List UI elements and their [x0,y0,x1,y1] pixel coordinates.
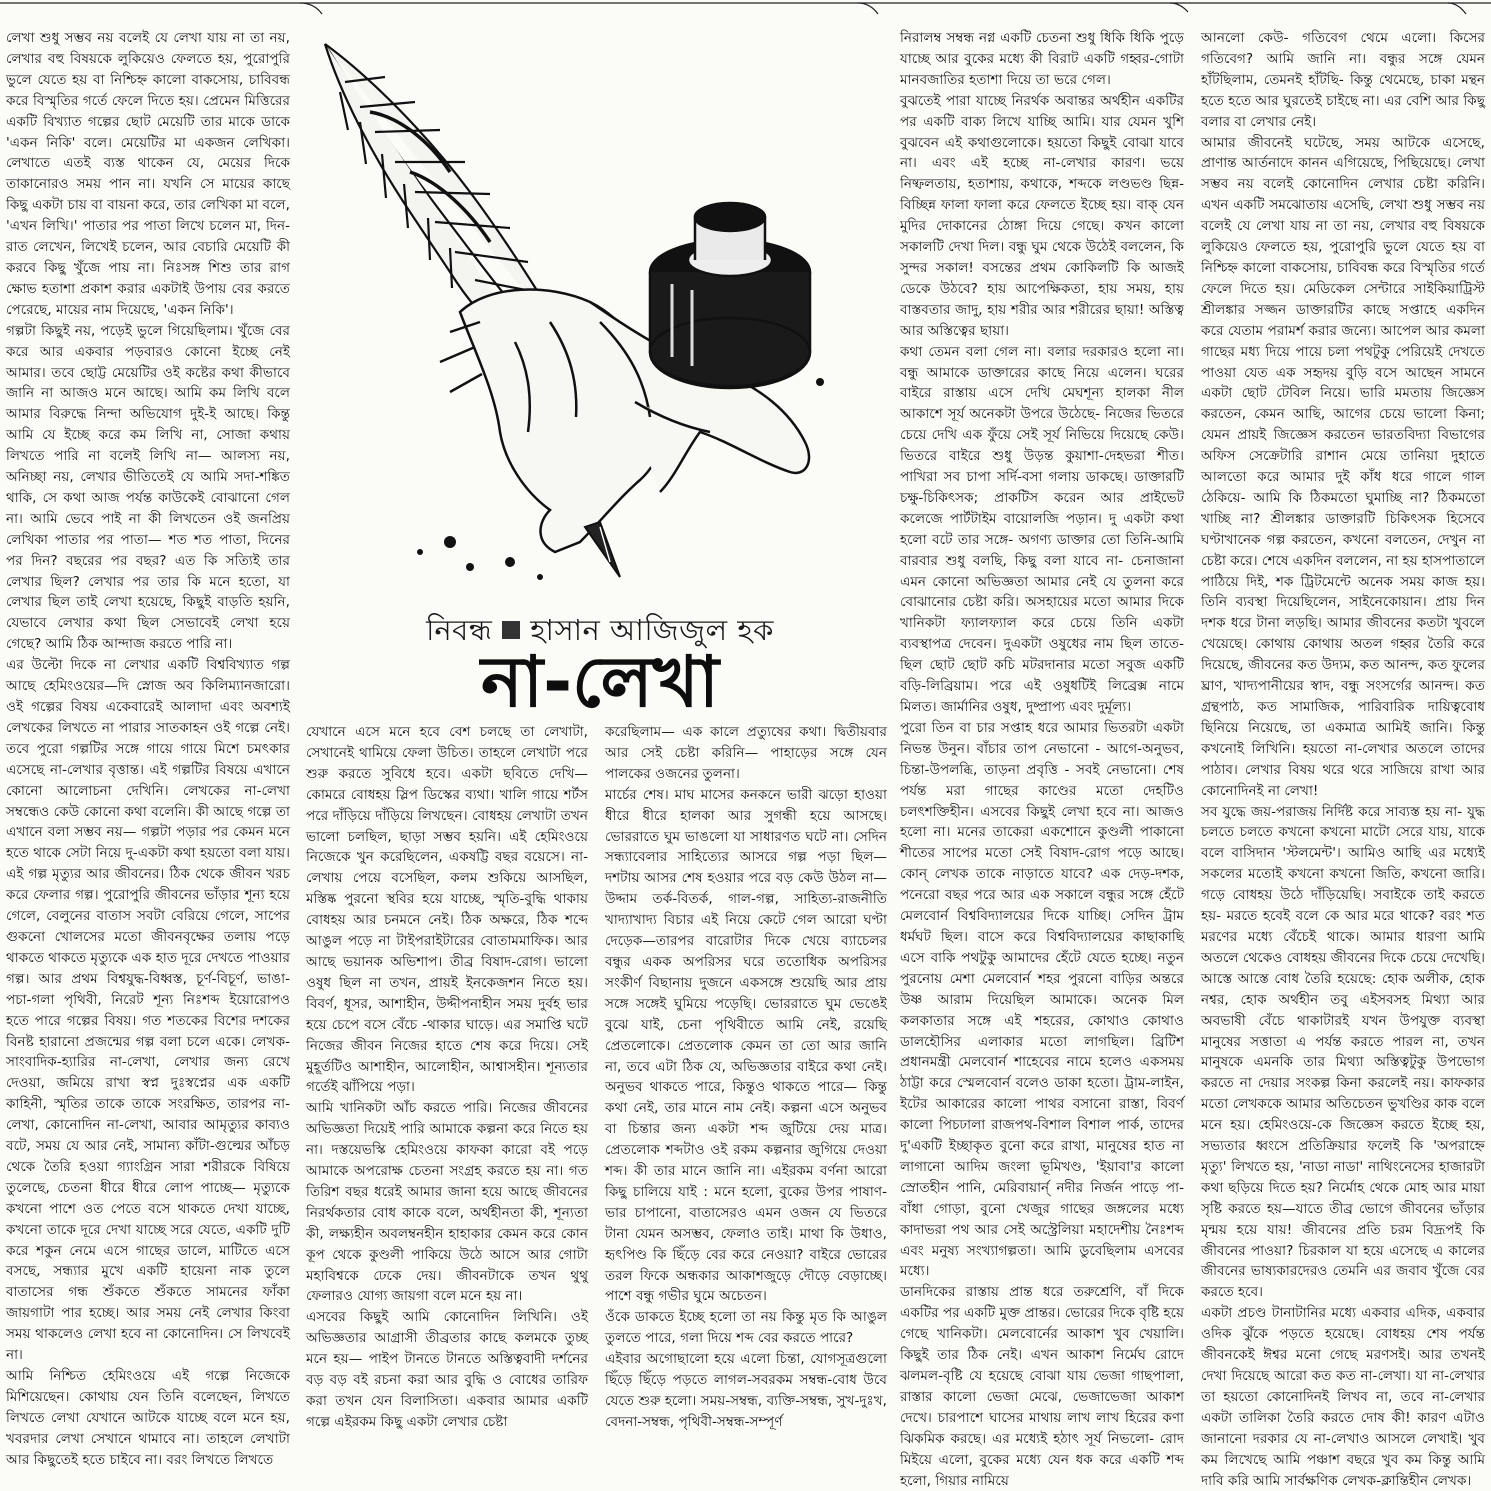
square-bullet-icon [502,621,520,639]
paragraph: সব যুদ্ধে জয়-পরাজয় নির্দিষ্ট করে সাব্যস্ত হয় না- যুদ্ধ চলতে চলতে কখনো কখনো মাটো সেরে যায়, যাকে বলে বাসিদান 'স্টলমেন্ট'। আমিও আছি এর মধ্যেই সকলের মতোই কখনো কখনো জিতি, কখনো জারি। গড়ে বোধহয় উঠে দাঁড়িয়েছি। সবাইকে তাই করতে হয়- মরতে হবেই বলে কে আর মরে থাকে? বরং শত মরণের মধ্যে বেঁচেই থাকে। আমার ধারণা আমি অতলে থেকেও বোধহয় জীবনের দিকে চেয়ে দেখেছি। আস্তে আস্তে বোধ তৈরি হয়েছে: হোক অলীক, হোক নশ্বর, হোক অর্থহীন তবু এইসবসহ মিথ্যা আর অবভাষী বেঁচে থাকাটারই যখন উপযুক্ত ব্যবস্থা মানুষের সত্তাতা এ পর্যন্ত করতে পারল না, তখন মানুষকে এমনকি তার মিথ্যা অস্তিত্বটুকু উপভোগ করতে না দেয়ার সংকল্প কিনা করলেই নয়। কাফকার মতো লেখককে আমার অতিচেতন ভুখণ্ডির কাক বলে মনে হয়। হেমিংওয়ে-কে জিজ্ঞেস করতে ইচ্ছে হয়, সভ্যতার ধ্বংসে প্রতিক্রিয়ার ফলেই কি 'অপরাহ্নে মৃত্যু' লিখতে হয়, 'নাডা নাডা' নাথিংনেসের হাজারটা কথা ছড়িয়ে দিতে হয়? নির্মোহ থেকে মোহ আর মায়া সৃষ্টি করতে হয়—যাতে তীব্র ভোগে জীবনের ভাঁড়ার মৃন্ময় হয়ে যায়! জীবনের প্রতি চরম বিদ্রূপই কি জীবনের পাওয়া? চিরকাল যা হয়ে এসেছে এ কালের জীবনের ভাষ্যকারদেরও তেমনি এর জবাব খুঁজে বের করতে হবে। [1201,803,1485,1301]
pen-nib-icon [585,522,620,577]
text-column-1 [6,28,290,1468]
paragraph: আমি খানিকটা আঁচ করতে পারি। নিজের জীবনের অভিজ্ঞতা দিয়েই পারি আমাকে কল্পনা করে নিতে হয় না। দস্তয়েভস্কি হেমিংওয়ে কাফকা কারো বই পড়ে আমাকে অপরোক্ষ চেতনা সংগ্রহ করতে হয় না। গত তিরিশ বছর ধরেই আমার জানা হয়ে আছে জীবনের নিরর্থকতার বোধ কাকে বলে, অর্থহীনতা কী, শূন্যতা কী, লক্ষ্যহীন অবলম্বনহীন হাহাকার কেমন করে কোন কূপ থেকে কুণ্ডলী পাকিয়ে উঠে আসে আর গোটা মহাবিশ্বকে ঢেকে দেয়। জীবনটাকে তখন থুথু ফেলারও যোগ্য জায়গা বলে মনে হয় না। [306,1100,588,1305]
paragraph: আমি নিশ্চিত হেমিংওয়ে এই গল্পে নিজেকে মিশিয়েছেন। কোথায় যেন তিনি বলেছেন, লিখতে লিখতে লেখা যেখানে আটকে যাচ্ছে বলে মনে হয়, খবরদার লেখা সেখানে থামাবে না। তাহলে লেখাটা আর কিছুতেই হতে চাইবে না। বরং লিখতে লিখতে [6,1368,290,1468]
text-column-4 [900,28,1184,1489]
paragraph: কথা তেমন বলা গেল না। বলার দরকারও হলো না। বন্ধু আমাকে ডাক্তারের কাছে নিয়ে এলেন। ঘরের বাইরে রাস্তায় এসে দেখি মেঘশূন্য হালকা নীল আকাশে সূর্য অনেকটা উপরে উঠেছে- নিজের ভিতরে চেয়ে দেখি এক ফুঁয়ে সেই সূর্য নিভিয়ে দিয়েছে কেউ। ভিতরে বাইরে শুধু উড়ন্ত কুয়াশা-দেহভরা শীত। পাখিরা সব চাপা সর্দি-বসা গলায় ডাকছে। ডাক্তারটি চক্ষু-চিকিৎসক; প্রাকটিস করেন আর প্রাইভেট কলেজে পার্টটাইম বায়োলজি পড়ান। দু একটা কথা হলো বটে তার সঙ্গে- অগণ্য ডাক্তার তো তিনি-আমি বারবার শুধু বলছি, কিছু বলা যাবে না- চেনাজানা এমন কোনো অভিজ্ঞতা আমার নেই যে তুলনা করে বোঝানোর চেষ্টা করি। অসহায়ের মতো আমার দিকে খানিকটা ফ্যালফ্যাল করে চেয়ে তিনি একটা ব্যবস্থাপত্র দেবেন। দুএকটা ওষুধের নাম ছিল তাতে- ছিল ছোট ছোট কচি মটরদানার মতো সবুজ একটি বড়ি-লিব্রিয়াম। পরে এই ওষুধটিই লিব্রেক্স নামে মিলত। জার্মানির ওষুধ, দুষ্প্রাপ্য এবং দুর্মূল্য। [900,343,1184,715]
paragraph: এর উল্টো দিকে না লেখার একটি বিশ্ববিখ্যাত গল্প আছে হেমিংওয়ের—দি স্নোজ অব কিলিম্যানজারো। ওই গল্পের বিষয় একেবারেই আলাদা এবং অবশ্যই লেখকের লিখতে না পারার সাতকাহন ওই গল্পে নেই। তবে পুরো গল্পটির সঙ্গে গায়ে গায়ে মিশে চমৎকার এসেছে না-লেখার বৃত্তান্ত। এই গল্পটির বিষয়ে এখানে কোনো আলোচনা দেখিনি। লেখকের না-লেখা সম্বন্ধেও কেউ কোনো কথা বলেনি। কী আছে গল্পে তা এখানে বলা সম্ভব নয়— গল্পটা পড়ার পর কেমন মনে হতে থাকে সেটা নিয়ে দু-একটা কথা হয়তো বলা যায়। এই গল্প মৃত্যুর আর জীবনের। ঠিক থেকে জীবন খরচ করে ফেলার গল্প। পুরোপুরি জীবনের ভাঁড়ার শূন্য হয়ে গেলে, বেলুনের বাতাস সবটা বেরিয়ে গেলে, সাপের গুকনো খোলসের মতো জীবনবৃক্ষের তলায় পড়ে থাকতে থাকতে মৃত্যুকে এক হাত দূরে দেখতে পাওয়ার গল্প। আর প্রথম বিশ্বযুদ্ধ-বিধ্বস্ত, চূর্ণ-বিচূর্ণ, ভাঙা-পচা-গলা পৃথিবী, নিরেট শূন্য নিঃশব্দ ইয়োরোপও হতে পারে গল্পের বিষয়। গত শতকের বিশের দশকের বিনষ্ট হারানো প্রজন্মের গল্প বলা চলে একে। লেখক-সাংবাদিক-হ্যারির না-লেখা, লেখার জন্য রেখে দেওয়া, জমিয়ে রাখা স্বপ্ন দুঃস্বপ্নের এক একটি কাহিনী, স্মৃতির তাকে তাকে সংরক্ষিত, তারপর না-লেখা, কোনোদিন না-লেখা, আবার আমৃত্যুর কাব্যও বটে, সময় যে আর নেই, সামান্য কাঁটা-গুল্মের আঁচড় থেকে তৈরি হওয়া গ্যাংগ্রিন সারা শরীরকে বিষিয়ে তুলেছে, চেতনা ধীরে ধীরে লোপ পাচ্ছে— মৃত্যুকে কখনো পাশে ওত পেতে বসে থাকতে দেখা যাচ্ছে, কখনো তাকে দূরে দেখা যাচ্ছে সরে যেতে, একটি দুটি করে শকুন নেমে এসে গাছের ডালে, মাটিতে এসে বসছে, সন্ধ্যার মুখে একটি হায়েনা নাক তুলে বাতাসের গন্ধ শুঁকতে শুঁকতে সামনের ফাঁকা জায়গাটা পার হচ্ছে। আর সময় নেই লেখার কিংবা সময় থাকলেও লেখা হবে না কোনোদিন। সে লিখবেই না। [6,657,290,1364]
article-title: না-লেখা [481,641,719,723]
text-column-2 [306,722,588,1430]
paragraph: গল্পটা কিছুই নয়, পড়েই ভুলে গিয়েছিলাম। খুঁজে বের করে আর একবার পড়বারও কোনো ইচ্ছে নেই আমার। তবে ছোট্ট মেয়েটির ওই কষ্টের কথা কীভাবে জানি না আজও মনে আছে। আমি কম লিখি বলে আমার বিরুদ্ধে নিন্দা অভিযোগ দুই-ই আছে। কিন্তু আমি যে ইচ্ছে করে কম লিখি না, সোজা কথায় লিখতে পারি না বলেই লিখি না— আলস্য নয়, অনিচ্ছা নয়, লেখার ভীতিতেই যে আমি সদা-শঙ্কিত থাকি, সে কথা আজ পর্যন্ত কাউকেই বোঝানো গেল না। আমি ভেবে পাই না কী লিখতেন ওই জনপ্রিয় লেখিকা পাতার পর পাতা— শত শত পাতা, দিনের পর দিন? বছরের পর বছর? এত কি সত্যিই তার লেখার ছিল? লেখার পর তার কি মনে হতো, যা লেখার ছিল তাই লেখা হয়েছে, কিছুই বাড়তি হয়নি, যেভাবে লেখার কথা ছিল সেভাবেই লেখা হয়ে গেছে? আমি ঠিক আন্দাজ করতে পারি না। [6,322,290,653]
paragraph: যেখানে এসে মনে হবে বেশ চলছে তা লেখাটা, সেখানেই থামিয়ে ফেলা উচিত। তাহলে লেখাটা পরে শুরু করতে সুবিধে হবে। একটা ছবিতে দেখি—কোমরে বোধহয় স্লিপ ডিস্কের ব্যথা। খালি গায়ে শর্টস পরে দাঁড়িয়ে দাঁড়িয়ে লিখছেন। বোধহয় লেখাটা তখন ভালো চলছিল, ছাড়া সম্ভব হয়নি। এই হেমিংওয়ে নিজেকে খুন করেছিলেন, একষট্টি বছর বয়েসে। না-লেখায় পেয়ে বসেছিল, কলম শুকিয়ে আসছিল, মস্তিষ্ক পুরনো স্থবির হয়ে যাচ্ছে, স্মৃতি-বুদ্ধি থাকায় বোধহয় আর চনমনে নেই। ঠিক অক্ষরে, ঠিক শব্দে আঙুল পড়ে না টাইপরাইটারের বোতামমাফিক। আর আছে ভয়ানক অভিশাপ। তীব্র বিষাদ-রোগ। ভালো ওষুধ ছিল না তখন, প্রায়ই ইনকেজশন নিতে হয়। বিবর্ণ, ধূসর, আশাহীন, উদ্দীপনাহীন সময় দুর্বহ ভার হয়ে চেপে বসে বেঁচে -থাকার ঘাড়ে। এর সমাপ্তি ঘটে নিজের জীবন নিজের হাতে শেষ করে দিয়ে। সেই মুহূর্তটিও আশাহীন, আলোহীন, আশ্বাসহীন। শূন্যতার গর্তেই ঝাঁপিয়ে পড়া। [306,724,588,1096]
paragraph: নিরালম্ব সম্বন্ধ নগ্ন একটি চেতনা শুধু ধিকি ধিকি পুড়ে যাচ্ছে আর বুকের মধ্যে কী বিরাট একটি গহ্বর-গোটা মানবজাতির হতাশা দিয়ে তা ভরে গেল। [900,30,1184,88]
paragraph: একটা প্রচণ্ড টানাটানির মধ্যে একবার এদিক, একবার ওদিক ঝুঁকে পড়তে হয়েছে। বোধহয় শেষ পর্যন্ত জীবনকেই ঈশ্বর মনো গেছে মরণসই। আর তখনই দেখা দিয়েছে আরো কত কত না-লেখা। যা না-লেখার তা হয়তো কোনোদিনই লিখব না, তবে না-লেখার একটা তালিকা তৈরি করতে দোষ কী! কারণ এটাও জানানো দরকার যে না-লেখাও আসলে লেখাই। খুব কম লিখেছে আমি পঞ্চাশ বছরে খুব কম কিন্তু আমি দাবি করি আমি সার্বক্ষণিক লেখক-ক্লান্তিহীন লেখক। [1201,1305,1485,1489]
paragraph: লেখা শুধু সম্ভব নয় বলেই যে লেখা যায় না তা নয়, লেখার বহু বিষয়কে লুকিয়েও ফেলতে হয়, পুরোপুরি ভুলে যেতে হয় বা নিশ্চিহ্ন কালো বাকসোয়, চাবিবন্ধ করে বিস্মৃতির গর্তে ফেলে দিতে হয়। প্রেমেন মিত্তিরের একটি বিখ্যাত গল্পের ছোট মেয়েটি তার মাকে ডাকে 'একন নিকি' বলে। মেয়েটির মা একজন লেখিকা। লেখাতে এতই ব্যস্ত থাকেন যে, মেয়ের দিকে তাকানোরও সময় পান না। যখনি সে মায়ের কাছে কিছু একটা চায় বা বায়না করে, তার লেখিকা মা বলে, 'এখন লিখি।' পাতার পর পাতা লিখে চলেন মা, দিন-রাত লেখেন, লিখেই চলেন, আর বেচারি মেয়েটি কী করবে কিছু খুঁজে পায় না। নিঃসঙ্গ শিশু তার রাগ ক্ষোভ হতাশা প্রকাশ করার একটাই উপায় বের করতে পেরেছে, মায়ের নাম দিয়েছে, 'একন নিকি'। [6,30,290,318]
paragraph: ডানদিকের রাস্তায় প্রান্ত ধরে তরুশ্রেণি, বাঁ দিকে একটির পর একটি মুক্ত প্রান্তর। ভোরের দিকে বৃষ্টি হয়ে গেছে খানিকটা। মেলবোর্নের আকাশ খুব খেয়ালি। কিছুই তার ঠিক নেই। এখন আকাশ নির্মেঘ রোদে ঝলমল-বৃষ্টি যে হয়েছে বোঝা যায় ভেজা গাছপালা, রাস্তার কালো ভেজা মেঝে, ভেজাভেজা আকাশ দেখে। চারপাশে ঘাসের মাথায় লাখ লাখ হিরের কণা ঝিকমিক করছে। এর মধ্যেই হঠাৎ সূর্য নিভলো- রোদ মিইয়ে এলো, বুকের মধ্যে যেন ধক করে একটি শব্দ হলো, গিয়ার নামিয়ে [900,1284,1184,1489]
text-column-3 [605,722,887,1430]
top-border-rule [0,0,1491,22]
author-name: হাসান আজিজুল হক [530,613,774,647]
inkwell-icon [650,203,810,388]
paragraph: মার্চের শেষ। মাঘ মাসের কনকনে ভারী ঝড়ো হাওয়া ধীরে ধীরে হালকা আর সুগন্ধী হয়ে আসছে। ভোররাতে ঘুম ভাঙলো যা সাধারণত ঘটে না। সেদিন সন্ধ্যাবেলার সাহিত্যের আসরে গল্প পড়া ছিল— দশটায় আসর শেষ হওয়ার পরে বড় কেউ উঠল না— উদ্দাম তর্ক-বিতর্ক, গাল-গল্প, সাহিত্য-রাজনীতি খাদ্যাখাদ্য বিচার এই নিয়ে কেটে গেল আরো ঘণ্টা দেড়েক—তারপর বারোটার দিকে খেয়ে ব্যাচেলর বন্ধুর একক অপরিসর ঘরে ততোধিক অপরিসর সংকীর্ণ বিছানায় দুজনে একসঙ্গে শুয়েছি আর প্রায় সঙ্গে সঙ্গেই ঘুমিয়ে পড়েছি। ভোররাতে ঘুম ভেঙেই বুঝে যাই, চেনা পৃথিবীতে আমি নেই, রয়েছি প্রেতলোকে। প্রেতলোক কেমন তা তো আর জানি না, তবে এটা ঠিক যে, অভিজ্ঞতার বাইরে কথা নেই। অনুভব থাকতে পারে, কিন্তুও থাকতে পারে— কিন্তু কথা নেই, তার মানে নাম নেই। কল্পনা এসে অনুভব বা চিন্তার জন্য একটা শব্দ জুটিয়ে দেয় মাত্র। প্রেতলোক শব্দটাও ওই রকম কল্পনার জুগিয়ে দেওয়া শব্দ। কী তার মানে জানি না। এইরকম বর্ণনা আরো কিছু চালিয়ে যাই : মনে হলো, বুকের উপর পাষাণ-ভার চাপানো, বাতাসেরও এমন ওজন যে ভিতরে টানা যেমন অসম্ভব, ফেলাও তাই। মাথা কি উধাও, হৃৎপিণ্ড কি ছিঁড়ে বের করে নেওয়া? বাইরে ভোরের তরল ফিকে অন্ধকার আকাশজুড়ে দৌড়ে বেড়াচ্ছে। পাশে বন্ধু গভীর ঘুমে অচেতন। [605,786,887,1305]
paragraph: আনলো কেউ- গতিবেগ থেমে এলো। কিসের গতিবেগ? আমি জানি না। বন্ধুর সঙ্গে যেমন হাঁটছিলাম, তেমনই হাঁটছি- কিন্তু থেমেছে, চাকা মন্থন হতে হতে আর ঘুরতেই চাইছে না। এর বেশি আর কিছু বলার বা লেখার নেই। [1201,30,1485,130]
quill-inkwell-illustration [300,22,880,587]
paragraph: ওঁকে ডাকতে ইচ্ছে হলো তা নয় কিন্তু মৃত কি আঙুল তুলতে পারে, গলা দিয়ে শব্দ বের করতে পারে? [605,1309,887,1347]
paragraph: করেছিলাম— এক কালে প্রত্যুষের কথা। দ্বিতীয়বার আর সেই চেষ্টা করিনি— পাহাড়ের সঙ্গে যেন পালকের ওজনের তুলনা। [605,724,887,782]
paragraph: এসবের কিছুই আমি কোনোদিন লিখিনি। ওই অভিজ্ঞতার আগ্রাসী তীব্রতার কাছে কলমকে তুচ্ছ মনে হয়— পাইপ টানতে টানতে অস্তিত্ববাদী দর্শনের বড় বড় বই রচনা করা আর বুদ্ধি ও বোধের তারিফ করা তখন যেন বিলাসিতা। একবার আমার একটি গল্পে এইরকম কিছু একটা লেখার চেষ্টা [306,1309,588,1430]
text-column-5 [1201,28,1485,1489]
paragraph: বুঝতেই পারা যাচ্ছে নিরর্থক অবান্তর অর্থহীন একটির পর একটি বাক্য লিখে যাচ্ছি আমি। যার যেমন খুশি বুঝবেন এই কথাগুলোকে। হয়তো কিছুই বোঝা যাবে না। এবং এই হচ্ছে না-লেখার কারণ। ভয়ে নিষ্ফলতায়, হতাশায়, কথাকে, শব্দকে লণ্ডভণ্ড ছিন্ন-বিচ্ছিন্ন ফালা ফালা করে ফেলতে ইচ্ছে হয়। বাক্ যেন মুদির দোকানের ঠোঙ্গা দিয়ে গেছে। কখন কালো সকালটি দেখা দিল। বন্ধু ঘুম থেকে উঠেই বললেন, কি সুন্দর সকাল! বসন্তের প্রথম কোকিলটি কি আজই ডেকে উঠবে? হায় আপেক্ষিকতা, হায় সময়, হায় বাস্তবতার জাদু, হায় শরীর আর শরীরের ছায়া! অস্তিত্ব আর অস্তিত্বের ছায়া। [900,92,1184,339]
paragraph: পুরো তিন বা চার সপ্তাহ ধরে আমার ভিতরটা একটা নিভন্ত উনুন। বাঁচার তাপ নেভানো - আগে-অনুভব, চিন্তা-উপলব্ধি, তাড়না প্রবৃত্তি - সবই নেভানো। শেষ পর্যন্ত মরা গাছের কাণ্ডের মতো দেহটিও চলৎশক্তিহীন। এসবের কিছুই লেখা হবে না। আজও হলো না। মনের তাকেরা একশোনে কুণ্ডলী পাকানো শীতের সাপের মতো সেই বিষাদ-রোগ পড়ে আছে। কোন্ লেখক তাকে নাড়াতে যাবে? এক দেড়-দশক, পনেরো বছর পরে আর এক সকালে বন্ধুর সঙ্গে হেঁটে মেলবোর্ন বিশ্ববিদ্যালয়ের দিকে যাচ্ছি। সেদিন ট্রাম ধর্মঘট ছিল। বাসে করে বিশ্ববিদ্যালয়ের কাছাকাছি এসে বাকি পথটুকু আমাদের হেঁটে যেতে হচ্ছে। নতুন পুরনোয় মেশা মেলবোর্ন শহর পুরনো বাড়ির অন্তরে উষ্ণ আরাম দিয়েছিল আমাকে। অনেক মিল কলকাতার সঙ্গে এই শহরের, কোথাও কোথাও ডালহৌসির এলাকার মতো লাগছিল। ব্রিটিশ প্রধানমন্ত্রী মেলবোর্ন শাহেবের নামে হলেও একসময় ঠাট্টা করে স্মেলবোর্ন বলেও ডাকা হতো। ট্রাম-লাইন, ইটের আকারের কালো পাথর বসানো রাস্তা, বিবর্ণ কালো পিচঢালা রাজপথ-বিশাল বিশাল পার্ক, তাদের দু'একটি ইচ্ছাকৃত বুনো করে রাখা, মানুষের হাত না লাগানো আদিম জংলা ভূমিখণ্ড, 'ইয়াবা'র কালো স্রোতহীন পানি, মেরিবায়ার্ন্ নদীর নির্জন পাড়ে পা-বাঁধা গোড়া, বুনো খেজুর গাছের জঙ্গলের মধ্যে কাদাভরা পথ আর সেই অস্ট্রেলিয়া মহাদেশীয় নৈঃশব্দ এবং মনুষ্য সংখ্যাগল্পতা। আমি ডুবেছিলাম এসবের মধ্যে। [900,719,1184,1280]
section-label: নিবন্ধ [426,613,493,647]
paragraph: এইবার অগোছালো হয়ে এলো চিন্তা, যোগসূত্রগুলো ছিঁড়ে ছিঁড়ে পড়তে লাগল-সবরকম সম্বন্ধ-বোধ উবে যেতে শুরু হলো। সময়-সম্বন্ধ, ব্যক্তি-সম্বন্ধ, সুখ-দুঃখ, বেদনা-সম্বন্ধ, পৃথিবী-সম্বন্ধ-সম্পূর্ণ [605,1351,887,1430]
paragraph: আমার জীবনেই ঘটেছে, সময় আটকে এসেছে, প্রাণান্ত আর্তনাদে কানন এগিয়েছে, পিছিয়েছে। লেখা সম্ভব নয় বলেই কোনোদিন লেখার চেষ্টা করিনি। এখন একটি সমঝোতায় এসেছি, লেখা শুধু সম্ভব নয় বলেই যে লেখা যায় না তা নয়, লেখার বহু বিষয়কে লুকিয়েও ফেলতে হয়, পুরোপুরি ভুলে যেতে হয় বা নিশ্চিহ্ন কালো বাকসোয়, চাবিবন্ধ করে বিস্মৃতির গর্তে ফেলে দিতে হয়। মেডিকেল সেন্টারে সাইকিয়াট্রিস্ট শ্রীলঙ্কার সজ্জন ডাক্তারটির কাছে সপ্তাহে একদিন করে যেতাম পরামর্শ করার জন্যে। আপেল আর কমলা গাছের মধ্য দিয়ে পায়ে চলা পথটুকু পেরিয়েই দেখতে পাওয়া যেত এক সহৃদয় বুড়ি বসে আছেন সামনে একটা ছোট টেবিল নিয়ে। ভারি মমতায় জিজ্ঞেস করতেন, কেমন আছি, আগের চেয়ে ভালো কিনা; যেমন প্রায়ই জিজ্ঞেস করতেন ভারতবিদ্যা বিভাগের অফিস সেক্রেটারি রাশান মেয়ে তানিয়া দুহাতে আলতো করে আমার দুই কাঁধ ধরে গালে গাল ঠেকিয়ে- আমি কি ঠিকমতো ঘুমাচ্ছি না? ঠিকমতো খাচ্ছি না? শ্রীলঙ্কার ডাক্তারটি চিকিৎসক হিসেবে ঘণ্টাখানেক গল্প করতেন, কখনো বলতেন, দেখুন না চেষ্টা করে। শেষে একদিন বললেন, না হয় হাসপাতালে পাঠিয়ে দিই, শক ট্রিটমেন্টে অনেক সময় কাজ হয়। তিনি ব্যবস্থা দিয়েছিলেন, সাইনেকোয়ান। প্রায় দিন দশক ধরে টানা লড়ছি। আমার জীবনের কতটা খুবলে খেয়েছে। কোথায় কোথায় অতল গহ্বর তৈরি করে দিয়েছে, জীবনের কত উদ্যম, কত আনন্দ, কত ফুলের ঘ্রাণ, খাদ্যপানীয়ের স্বাদ, বন্ধু সংসর্গের আনন্দ। কত গ্রন্থপাঠ, কত সামাজিক, পারিবারিক দায়িত্ববোধ ছিনিয়ে নিয়েছে, তা একমাত্র আমিই জানি। কিন্তু কখনোই লিখিনি। হয়তো না-লেখার অতলে তাদের পাঠাব। লেখার বিষয় থরে থরে সাজিয়ে রাখা আর কোনোদিনই না লেখা! [1201,134,1485,799]
